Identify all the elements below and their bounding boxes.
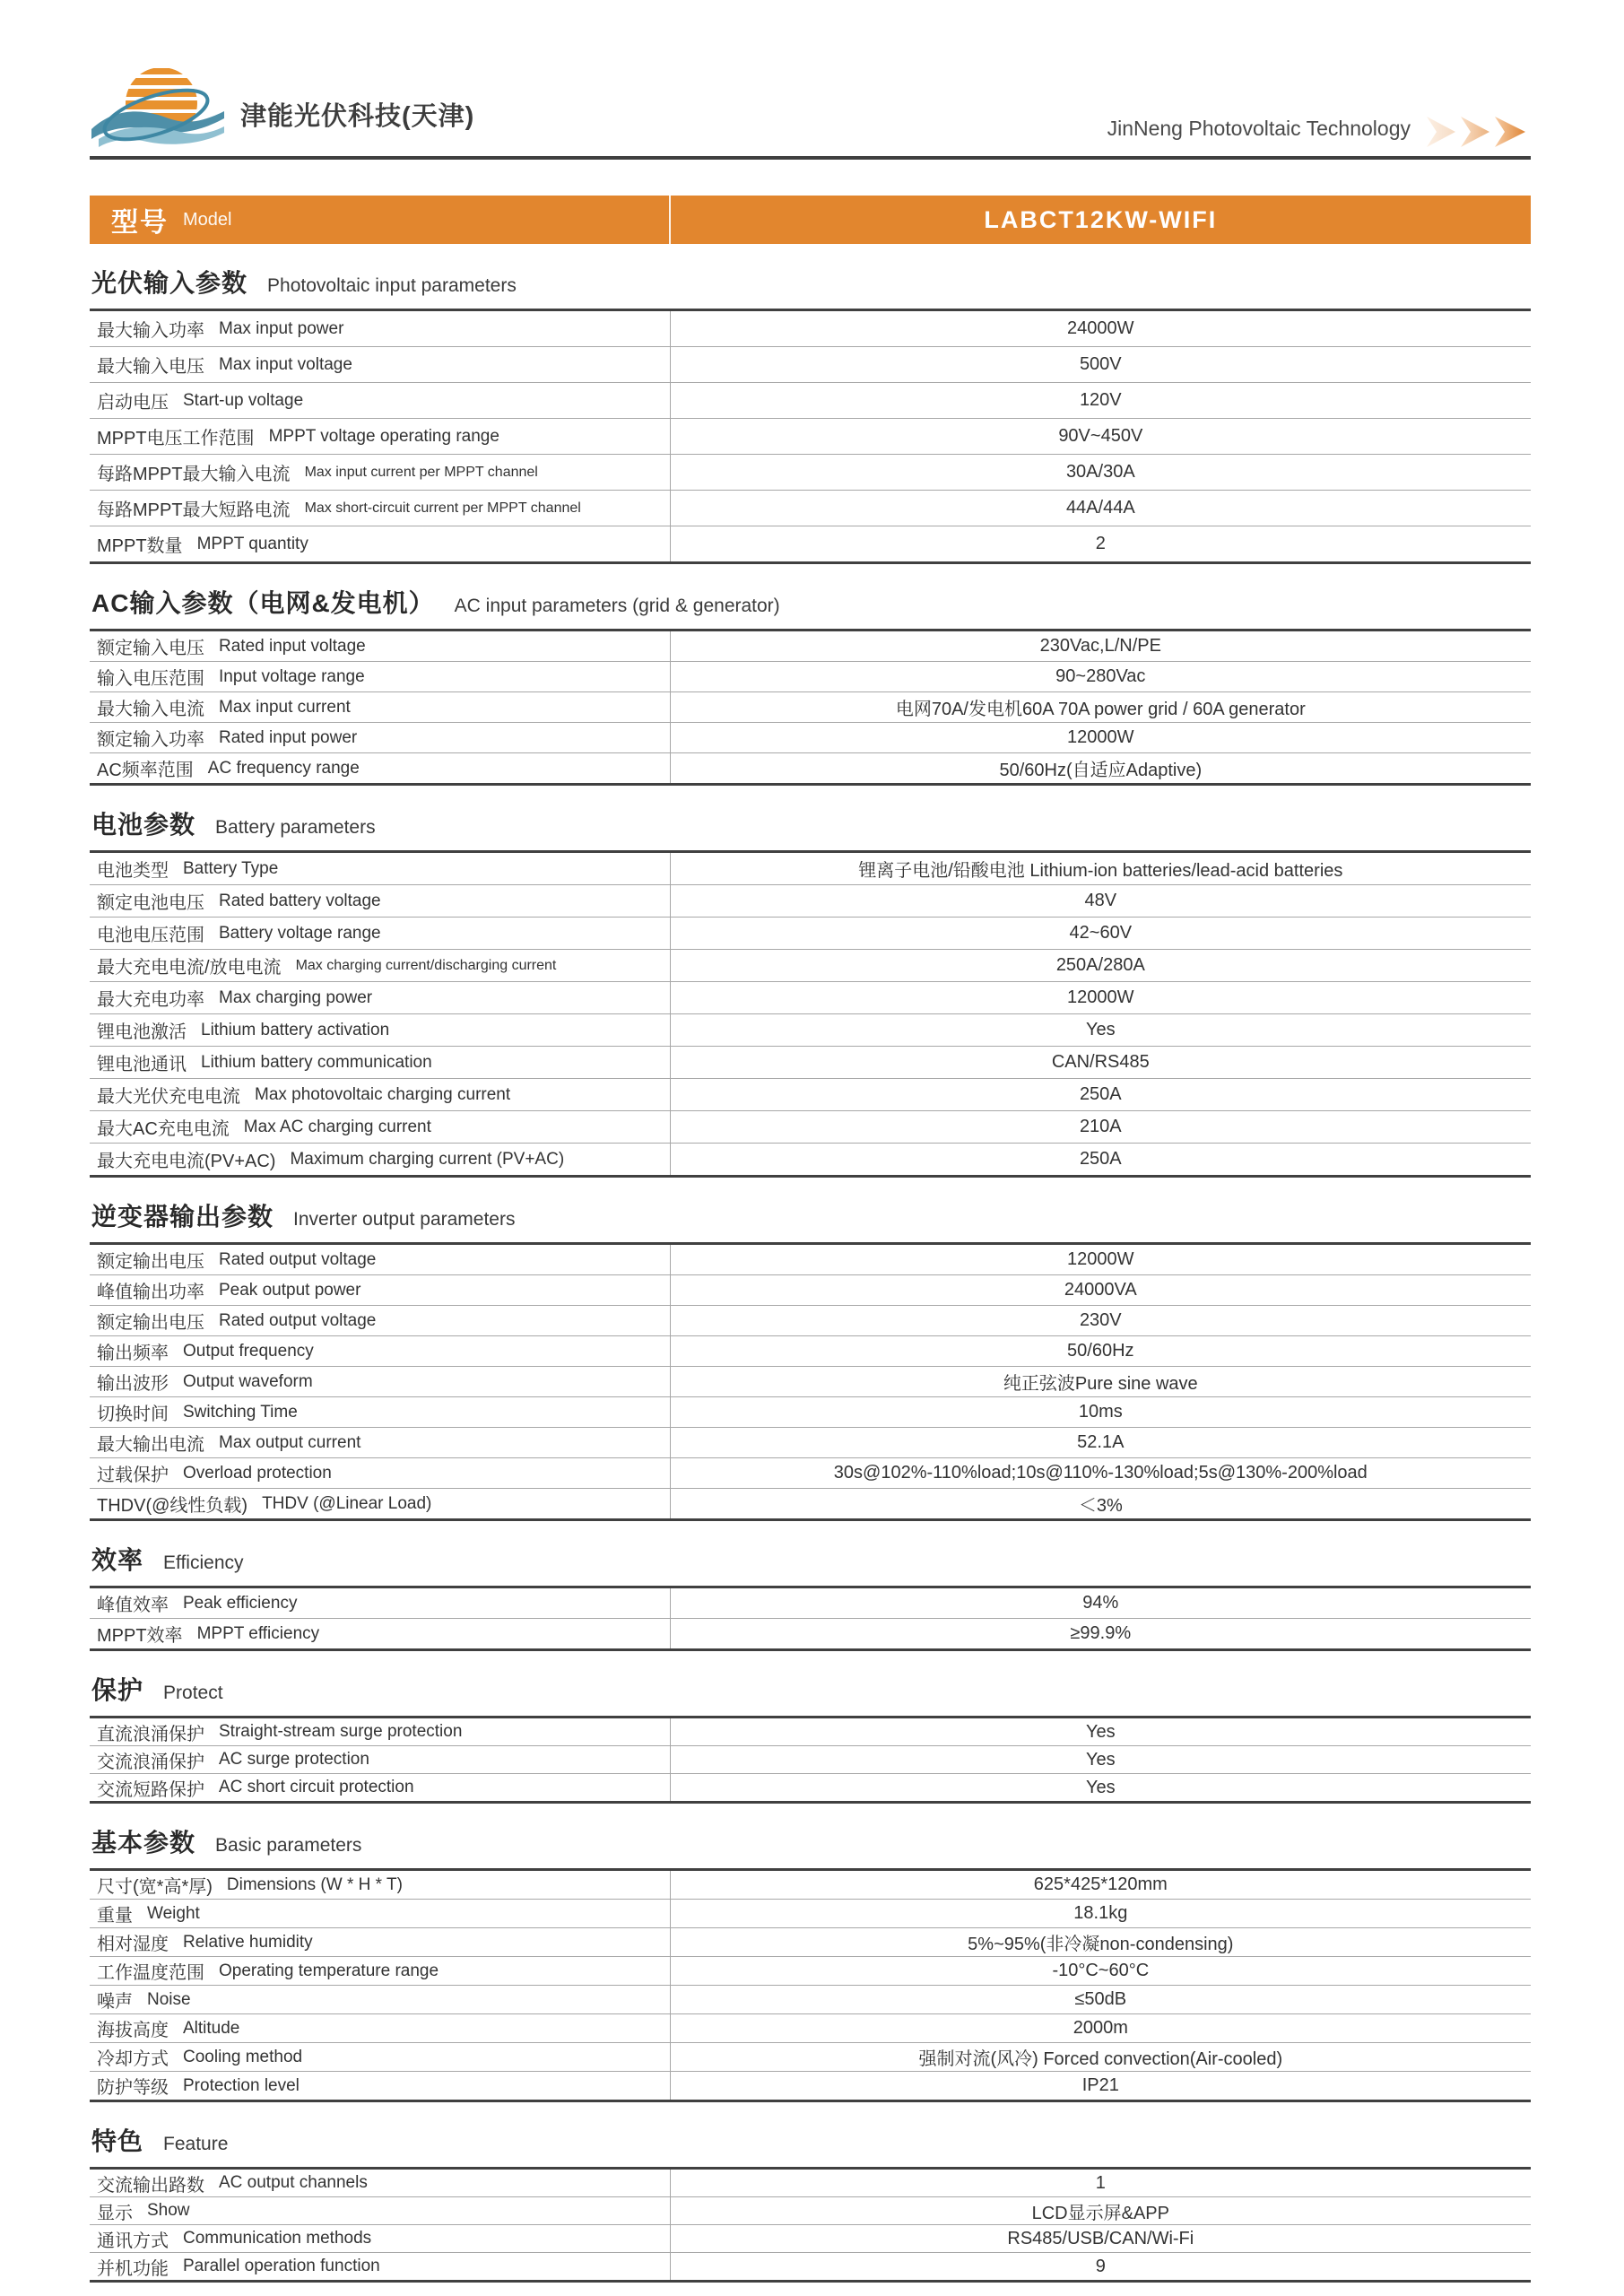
table-row — [90, 1078, 1531, 1110]
triple-chevron-right-icon — [1425, 113, 1531, 151]
row-label-cn: THDV(@线性负载) — [97, 1496, 248, 1516]
table-row — [90, 526, 1531, 561]
row-label-cn: 相对湿度 — [97, 1935, 169, 1954]
table-row — [90, 2224, 1531, 2252]
row-label-en: Battery voltage range — [219, 923, 381, 943]
table-row — [90, 1745, 1531, 1773]
table-row — [90, 382, 1531, 418]
row-label-en: AC surge protection — [219, 1750, 369, 1769]
row-label-en: Relative humidity — [183, 1932, 313, 1952]
row-value: 52.1A — [1077, 1432, 1125, 1452]
row-label-en: Lithium battery communication — [201, 1052, 432, 1072]
row-label-cell — [90, 383, 671, 418]
table-row — [90, 1245, 1531, 1274]
row-label-en: Peak efficiency — [183, 1593, 298, 1613]
row-value: -10°C~60°C — [1052, 1961, 1150, 1980]
section-heading — [90, 1197, 1531, 1233]
row-value: Yes — [1085, 1777, 1116, 1797]
row-label-en: Input voltage range — [219, 666, 365, 686]
company-name-en: JinNeng Photovoltaic Technology — [1107, 116, 1411, 140]
row-label-en: Straight-stream surge protection — [219, 1722, 463, 1741]
row-label-cn: 海拔高度 — [97, 2021, 169, 2040]
section-heading — [90, 2122, 1531, 2158]
row-value: 94% — [1082, 1593, 1119, 1613]
row-label-cn: MPPT效率 — [97, 1626, 183, 1646]
row-label-cn: 额定输出电压 — [97, 1313, 204, 1333]
spec-section — [90, 1541, 1531, 1651]
row-label-cn: 工作温度范围 — [97, 1963, 204, 1983]
row-label-en: THDV (@Linear Load) — [262, 1493, 432, 1513]
row-value: 250A/280A — [1055, 955, 1145, 975]
row-value: 50/60Hz — [1067, 1341, 1134, 1361]
table-row — [90, 2071, 1531, 2100]
section-heading — [90, 1823, 1531, 1859]
row-value: 5%~95%(非冷凝non-condensing) — [968, 1935, 1234, 1954]
spec-table — [90, 850, 1531, 1178]
table-row — [90, 2252, 1531, 2280]
section-title-en: Photovoltaic input parameters — [267, 275, 517, 296]
row-label-cell — [90, 2170, 671, 2196]
row-label-en: MPPT voltage operating range — [268, 426, 499, 446]
table-row — [90, 1305, 1531, 1335]
table-row — [90, 1396, 1531, 1427]
brand-block — [90, 61, 474, 156]
table-row — [90, 311, 1531, 346]
row-value: Yes — [1085, 1721, 1116, 1742]
row-label-en: Rated input power — [219, 727, 358, 747]
row-value: 12000W — [1067, 987, 1134, 1007]
row-label-en: Rated output voltage — [219, 1249, 377, 1269]
row-value: ≥99.9% — [1070, 1623, 1132, 1643]
table-row — [90, 454, 1531, 490]
row-label-cell — [90, 455, 671, 490]
table-row — [90, 1618, 1531, 1648]
row-label-cn: 防护等级 — [97, 2078, 169, 2098]
row-label-cell — [90, 1111, 671, 1143]
table-row — [90, 722, 1531, 752]
row-label-en: AC output channels — [219, 2173, 368, 2192]
table-row — [90, 661, 1531, 691]
row-value: 锂离子电池/铅酸电池 Lithium-ion batteries/lead-acid batteries — [858, 861, 1343, 881]
row-label-cell — [90, 2043, 671, 2071]
row-value: 2000m — [1073, 2018, 1128, 2038]
spec-table — [90, 2167, 1531, 2283]
table-row — [90, 346, 1531, 382]
row-label-en: Protection level — [183, 2075, 300, 2095]
section-title-cn: 电池参数 — [91, 811, 196, 839]
row-label-cn: 最大输入电流 — [97, 700, 204, 719]
row-label-cell — [90, 1397, 671, 1427]
table-row — [90, 1274, 1531, 1305]
row-label-cn: 噪声 — [97, 1992, 133, 2012]
row-label-en: Battery Type — [183, 858, 279, 878]
row-label-en: Rated output voltage — [219, 1310, 377, 1330]
table-row — [90, 981, 1531, 1013]
row-value: 10ms — [1078, 1402, 1123, 1422]
row-label-en: Overload protection — [183, 1463, 332, 1483]
row-value: LCD显示屏&APP — [1031, 2203, 1169, 2223]
row-value: IP21 — [1081, 2075, 1119, 2095]
table-row — [90, 1143, 1531, 1175]
row-label-en: Output frequency — [183, 1341, 314, 1361]
table-row — [90, 1488, 1531, 1518]
row-label-cell — [90, 2253, 671, 2280]
row-label-cell — [90, 2225, 671, 2252]
row-label-cell — [90, 662, 671, 691]
spec-section — [90, 2122, 1531, 2283]
row-label-cell — [90, 1047, 671, 1078]
row-label-cn: 启动电压 — [97, 393, 169, 413]
row-label-cn: 交流短路保护 — [97, 1779, 204, 1800]
row-label-cn: 锂电池通讯 — [97, 1055, 187, 1074]
row-label-en: Weight — [147, 1903, 200, 1923]
row-label-en: Max output current — [219, 1432, 361, 1452]
row-label-cell — [90, 692, 671, 722]
row-label-en: Peak output power — [219, 1280, 361, 1300]
row-label-cell — [90, 982, 671, 1013]
row-value: 24000W — [1067, 318, 1134, 338]
table-row — [90, 884, 1531, 917]
row-label-cn: 锂电池激活 — [97, 1022, 187, 1042]
row-label-cn: 交流输出路数 — [97, 2175, 204, 2196]
section-title-en: AC input parameters (grid & generator) — [454, 596, 780, 616]
table-row — [90, 853, 1531, 884]
section-heading — [90, 1541, 1531, 1577]
row-label-cn: 冷却方式 — [97, 2049, 169, 2069]
row-value: 12000W — [1067, 727, 1134, 747]
section-title-cn: AC输入参数（电网&发电机） — [91, 589, 435, 617]
row-label-en: Communication methods — [183, 2229, 372, 2248]
row-label-cn: MPPT电压工作范围 — [97, 429, 255, 448]
section-heading — [90, 264, 1531, 300]
row-value: 625*425*120mm — [1033, 1874, 1168, 1894]
model-value: LABCT12KW-WIFI — [984, 205, 1218, 233]
row-label-cell — [90, 753, 671, 783]
model-label-cell — [90, 196, 671, 244]
table-row — [90, 1457, 1531, 1488]
spec-table — [90, 1716, 1531, 1804]
row-value: RS485/USB/CAN/Wi-Fi — [1007, 2228, 1194, 2248]
row-label-cn: 输出频率 — [97, 1344, 169, 1363]
row-label-cell — [90, 1957, 671, 1985]
row-label-cell — [90, 631, 671, 661]
row-label-en: MPPT quantity — [196, 534, 308, 553]
row-value: 纯正弦波Pure sine wave — [1003, 1374, 1198, 1394]
row-label-cell — [90, 1900, 671, 1927]
row-label-en: Rated input voltage — [219, 636, 366, 656]
row-label-cn: 额定电池电压 — [97, 893, 204, 913]
spec-section — [90, 805, 1531, 1178]
row-label-en: Altitude — [183, 2018, 240, 2038]
spec-table — [90, 1586, 1531, 1651]
table-row — [90, 1110, 1531, 1143]
row-label-cell — [90, 950, 671, 981]
row-label-en: Cooling method — [183, 2047, 303, 2066]
row-label-cell — [90, 1619, 671, 1648]
row-label-en: MPPT efficiency — [196, 1623, 320, 1643]
row-label-en: Operating temperature range — [219, 1961, 439, 1980]
row-value: 30s@102%-110%load;10s@110%-130%load;5s@130%-200%load — [833, 1463, 1368, 1483]
row-label-en: Start-up voltage — [183, 390, 304, 410]
spec-section — [90, 1671, 1531, 1804]
row-label-cell — [90, 2072, 671, 2100]
spec-table — [90, 309, 1531, 564]
row-label-cell — [90, 2014, 671, 2042]
section-title-en: Feature — [163, 2134, 229, 2154]
row-label-cell — [90, 1588, 671, 1618]
row-label-cell — [90, 526, 671, 561]
row-label-cn: 额定输入功率 — [97, 730, 204, 750]
table-row — [90, 631, 1531, 661]
row-label-cn: 每路MPPT最大输入电流 — [97, 465, 291, 484]
row-value: 42~60V — [1069, 923, 1133, 943]
table-row — [90, 2013, 1531, 2042]
row-label-cn: 每路MPPT最大短路电流 — [97, 500, 291, 520]
page-header — [90, 0, 1531, 160]
row-label-cell — [90, 1986, 671, 2013]
section-heading — [90, 805, 1531, 841]
row-label-en: Max input current — [219, 697, 351, 717]
row-label-en: Max input current per MPPT channel — [304, 464, 538, 480]
table-row — [90, 1773, 1531, 1801]
row-label-cn: 显示 — [97, 2203, 133, 2223]
row-label-cn: 最大AC充电电流 — [97, 1119, 230, 1139]
row-label-cell — [90, 1144, 671, 1175]
spec-section — [90, 584, 1531, 786]
row-label-cn: 额定输出电压 — [97, 1252, 204, 1272]
row-value: 24000VA — [1064, 1280, 1137, 1300]
section-heading — [90, 1671, 1531, 1707]
table-row — [90, 418, 1531, 454]
row-label-cell — [90, 347, 671, 382]
row-value: CAN/RS485 — [1051, 1052, 1150, 1072]
section-title-cn: 特色 — [91, 2127, 144, 2155]
row-label-cn: 输出波形 — [97, 1374, 169, 1394]
row-label-en: Max charging power — [219, 987, 373, 1007]
model-bar — [90, 196, 1531, 244]
row-label-en: Max charging current/discharging current — [295, 957, 557, 973]
table-row — [90, 1718, 1531, 1745]
row-label-cn: 峰值效率 — [97, 1596, 169, 1615]
sun-waves-logo — [90, 61, 226, 158]
row-value: 48V — [1084, 891, 1117, 910]
row-label-cn: 交流浪涌保护 — [97, 1752, 204, 1772]
row-label-cn: 最大输入电压 — [97, 357, 204, 377]
row-value: 12000W — [1067, 1249, 1134, 1269]
row-label-cell — [90, 1871, 671, 1899]
table-row — [90, 1335, 1531, 1366]
table-row — [90, 1927, 1531, 1956]
table-row — [90, 1871, 1531, 1899]
section-title-en: Inverter output parameters — [293, 1209, 516, 1230]
row-label-en: Dimensions (W * H * T) — [226, 1874, 403, 1894]
spec-section — [90, 1823, 1531, 2102]
row-label-cn: MPPT数量 — [97, 536, 183, 556]
row-label-cell — [90, 1489, 671, 1518]
row-value: 电网70A/发电机60A 70A power grid / 60A generator — [895, 700, 1306, 719]
row-label-cn: AC频率范围 — [97, 761, 194, 780]
row-label-en: Show — [147, 2201, 190, 2220]
row-value: 500V — [1079, 354, 1122, 374]
row-value: 50/60Hz(自适应Adaptive) — [999, 761, 1203, 780]
row-label-cell — [90, 918, 671, 949]
row-label-en: Output waveform — [183, 1371, 313, 1391]
table-row — [90, 1366, 1531, 1396]
row-label-en: Lithium battery activation — [201, 1020, 390, 1039]
row-label-en: Max photovoltaic charging current — [255, 1084, 511, 1104]
row-label-cell — [90, 1275, 671, 1305]
company-name-cn: 津能光伏科技(天津) — [240, 102, 475, 131]
section-heading — [90, 584, 1531, 620]
row-label-cell — [90, 723, 671, 752]
row-label-cell — [90, 1014, 671, 1046]
row-value: 18.1kg — [1073, 1903, 1128, 1923]
table-row — [90, 1588, 1531, 1618]
row-label-cell — [90, 853, 671, 884]
row-label-cn: 额定输入电压 — [97, 639, 204, 658]
row-label-cn: 并机功能 — [97, 2258, 169, 2279]
row-value: Yes — [1085, 1020, 1116, 1039]
table-row — [90, 2042, 1531, 2071]
row-label-en: Rated battery voltage — [219, 891, 381, 910]
row-label-cell — [90, 1079, 671, 1110]
row-label-en: Switching Time — [183, 1402, 298, 1422]
table-row — [90, 490, 1531, 526]
row-value: 120V — [1079, 390, 1122, 410]
row-label-cn: 最大充电功率 — [97, 990, 204, 1010]
section-title-cn: 基本参数 — [91, 1829, 196, 1857]
row-label-cell — [90, 419, 671, 454]
row-label-cn: 最大输出电流 — [97, 1435, 204, 1455]
table-row — [90, 1985, 1531, 2013]
spec-table — [90, 629, 1531, 786]
row-label-cn: 电池电压范围 — [97, 926, 204, 945]
section-title-en: Efficiency — [163, 1552, 244, 1573]
row-label-cell — [90, 1774, 671, 1801]
row-value: 1 — [1095, 2172, 1106, 2193]
row-value: 44A/44A — [1065, 498, 1135, 517]
row-label-en: Maximum charging current (PV+AC) — [290, 1149, 565, 1169]
row-label-cn: 通讯方式 — [97, 2231, 169, 2251]
row-value: 230Vac,L/N/PE — [1039, 636, 1161, 656]
table-row — [90, 1899, 1531, 1927]
section-title-en: Basic parameters — [215, 1835, 362, 1856]
row-label-cn: 过载保护 — [97, 1465, 169, 1485]
table-row — [90, 752, 1531, 783]
row-label-cn: 重量 — [97, 1906, 133, 1926]
row-value: 230V — [1079, 1310, 1122, 1330]
model-label-cn: 型号 — [111, 208, 169, 238]
table-row — [90, 2196, 1531, 2224]
row-label-cell — [90, 885, 671, 917]
row-label-en: Max input power — [219, 318, 344, 338]
header-right — [1107, 113, 1531, 144]
row-value: Yes — [1085, 1749, 1116, 1770]
row-label-cell — [90, 311, 671, 346]
row-label-cell — [90, 1718, 671, 1745]
table-row — [90, 1046, 1531, 1078]
row-label-cell — [90, 2197, 671, 2224]
row-label-cell — [90, 1367, 671, 1396]
spec-sections — [90, 264, 1531, 2283]
row-value: 9 — [1095, 2256, 1106, 2276]
section-title-cn: 效率 — [91, 1546, 144, 1574]
row-value: 250A — [1079, 1084, 1122, 1104]
row-label-cn: 电池类型 — [97, 861, 169, 881]
row-label-cell — [90, 1245, 671, 1274]
row-label-cell — [90, 1428, 671, 1457]
row-label-cn: 最大充电电流(PV+AC) — [97, 1152, 276, 1171]
row-value: 90~280Vac — [1055, 666, 1146, 686]
row-label-cell — [90, 491, 671, 526]
section-title-cn: 光伏输入参数 — [91, 269, 248, 297]
spec-section — [90, 264, 1531, 564]
row-label-en: AC frequency range — [207, 758, 360, 778]
row-value: 210A — [1079, 1117, 1122, 1136]
row-value: 强制对流(风冷) Forced convection(Air-cooled) — [918, 2049, 1283, 2069]
row-label-cell — [90, 1928, 671, 1956]
table-row — [90, 1956, 1531, 1985]
row-label-en: Max input voltage — [219, 354, 352, 374]
row-label-cn: 最大光伏充电电流 — [97, 1087, 240, 1107]
row-value: 90V~450V — [1058, 426, 1143, 446]
table-row — [90, 1427, 1531, 1457]
row-label-cn: 最大充电电流/放电电流 — [97, 958, 282, 978]
row-label-cell — [90, 1746, 671, 1773]
row-label-cn: 输入电压范围 — [97, 669, 204, 689]
row-value: ≤50dB — [1074, 1989, 1127, 2009]
spec-section — [90, 1197, 1531, 1521]
row-value: 2 — [1095, 534, 1106, 553]
page-content — [90, 0, 1531, 2283]
table-row — [90, 1013, 1531, 1046]
row-value: 250A — [1079, 1149, 1122, 1169]
row-label-en: Noise — [147, 1989, 191, 2009]
row-label-cell — [90, 1336, 671, 1366]
model-label-en: Model — [183, 209, 232, 230]
row-value: ＜3% — [1078, 1496, 1123, 1516]
spec-table — [90, 1868, 1531, 2102]
row-label-cell — [90, 1306, 671, 1335]
row-label-cn: 峰值输出功率 — [97, 1283, 204, 1302]
section-title-cn: 逆变器输出参数 — [91, 1203, 274, 1231]
row-label-en: AC short circuit protection — [219, 1778, 414, 1796]
table-row — [90, 2170, 1531, 2196]
section-title-en: Battery parameters — [215, 817, 376, 838]
row-label-cn: 最大输入功率 — [97, 321, 204, 341]
spec-table — [90, 1242, 1531, 1521]
row-label-cell — [90, 1458, 671, 1488]
row-value: 30A/30A — [1065, 462, 1135, 482]
table-row — [90, 949, 1531, 981]
row-label-en: Max AC charging current — [243, 1117, 431, 1136]
row-label-en: Max short-circuit current per MPPT channel — [304, 500, 581, 516]
table-row — [90, 917, 1531, 949]
row-label-en: Parallel operation function — [183, 2257, 380, 2275]
row-label-cn: 尺寸(宽*高*厚) — [97, 1877, 213, 1897]
row-label-cn: 切换时间 — [97, 1405, 169, 1424]
row-label-cn: 直流浪涌保护 — [97, 1724, 204, 1744]
section-title-en: Protect — [163, 1683, 223, 1703]
table-row — [90, 691, 1531, 722]
section-title-cn: 保护 — [91, 1676, 144, 1704]
